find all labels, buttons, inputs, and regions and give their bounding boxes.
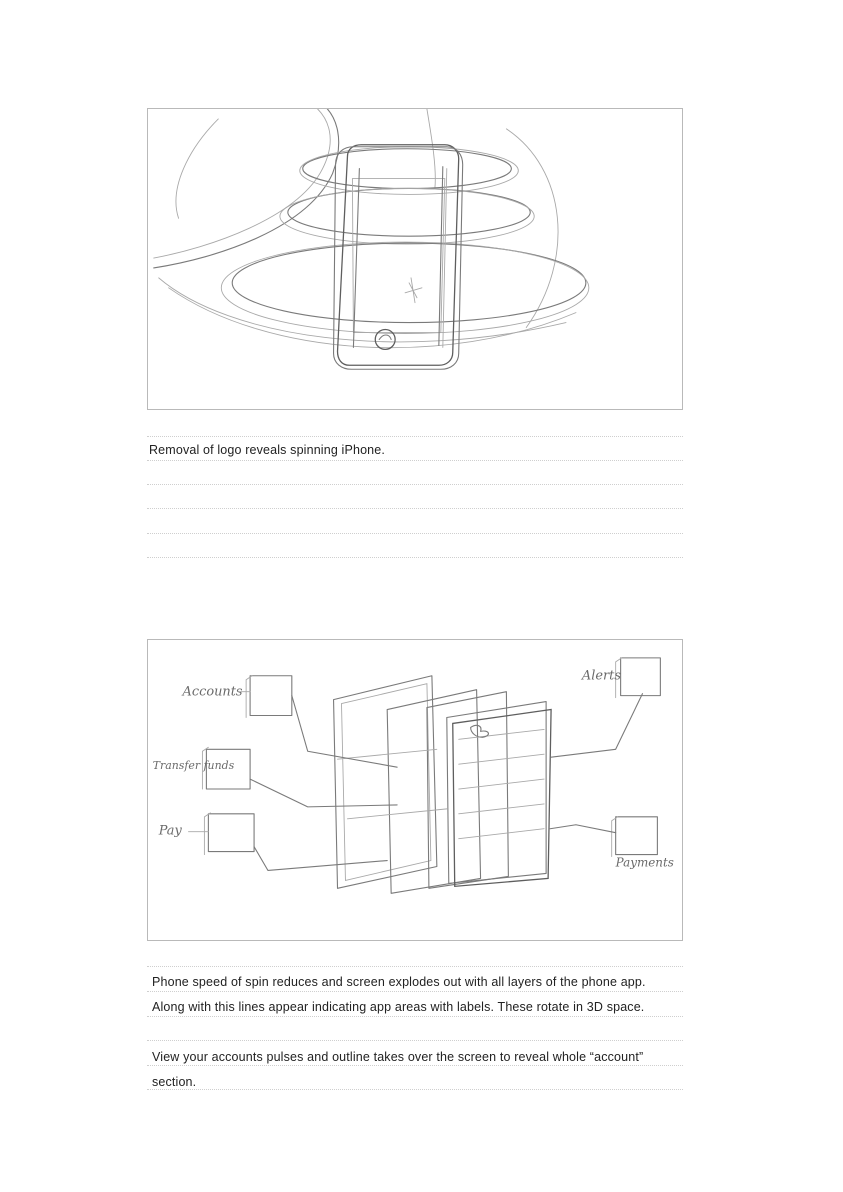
caption-rule: [147, 460, 683, 461]
caption-rule: [147, 1016, 683, 1017]
storyboard-frame-2: [147, 639, 683, 941]
caption-rule: [147, 1089, 683, 1090]
caption-rule: [147, 991, 683, 992]
sketch-label-alerts: Alerts: [581, 668, 621, 684]
caption-rule: [147, 557, 683, 558]
caption-rule: [147, 436, 683, 437]
sketch-exploded-app-layers: [148, 640, 682, 940]
caption-rule: [147, 533, 683, 534]
sketch-label-pay: Pay: [158, 823, 182, 839]
storyboard-frame-1: [147, 108, 683, 410]
caption-rule: [147, 1065, 683, 1066]
caption-rule: [147, 484, 683, 485]
caption-line: Along with this lines appear indicating app areas with labels. These rotate in 3D space.: [152, 1000, 645, 1014]
caption-line: section.: [152, 1075, 197, 1089]
caption-rule: [147, 508, 683, 509]
sketch-spinning-iphone: [148, 109, 682, 409]
sketch-label-accounts: Accounts: [182, 684, 243, 700]
caption-rule: [147, 1040, 683, 1041]
sketch-label-payments: Payments: [615, 855, 674, 870]
caption-line: Phone speed of spin reduces and screen explodes out with all layers of the phone app.: [152, 975, 646, 989]
sketch-label-transfer-funds: Transfer funds: [152, 759, 235, 773]
caption-rule: [147, 966, 683, 967]
caption-line: Removal of logo reveals spinning iPhone.: [149, 443, 385, 457]
caption-line: View your accounts pulses and outline takes over the screen to reveal whole “account”: [152, 1050, 644, 1064]
